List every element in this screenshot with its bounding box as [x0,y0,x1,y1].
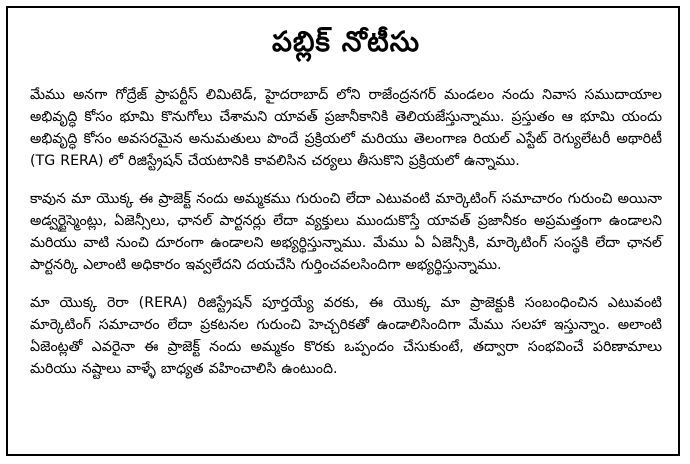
notice-title: పబ్లిక్ నోటీసు [271,25,421,58]
notice-paragraph-warning: కావున మా యొక్క ఈ ప్రాజెక్ట్ నందు అమ్మకము గురుంచి లేదా ఎటువంటి మార్కెటింగ్ సమాచారం గురుంచి అయినా అడ్వర్టైస్మెంట్లు, ఏజెన్సీలు, ఛానల్ పార్టనర్లు లేదా వ్యక్తులు ముందుకొస్తే యావత్ ప్రజానీకం అప్రమత్తంగా ఉండాలని మరియు వాటి నుంచి దూరంగా ఉండాలని అభ్యర్థిస్తున్నాము. మేము ఏ ఏజెన్సీకి, మార్కెటింగ్ సంస్థకి లేదా ఛానల్ పార్టనర్కి ఎలాంటి అధికారం ఇవ్వలేదని దయచేసి గుర్తించవలసిందిగా అభ్యర్థిస్తున్నాము. [30,191,662,273]
notice-paragraph-intro: మేము అనగా గోద్రేజ్ ప్రాపర్టీస్ లిమిటెడ్, హైదరాబాద్ లోని రాజేంద్రనగర్ మండలం నందు నివాస సముదాయాల అభివృద్ధి కోసం భూమి కొనుగోలు చేశామని యావత్ ప్రజానీకానికి తెలియజేస్తున్నాము. ప్రస్తుతం ఆ భూమి యందు అభివృద్ధి కోసం అవసరమైన అనుమతులు పొందే ప్రక్రియలో మరియు తెలంగాణ రియల్ ఎస్టేట్ రెగ్యులేటరీ అథారిటీ (TG RERA) లో రిజిస్ట్రేషన్ చేయటానికి కావలిసిన చర్యలు తీసుకొని ప్రక్రియలో ఉన్నాము. [30,87,662,169]
notice-paragraph-advisory: మా యొక్క రెరా (RERA) రిజిస్ట్రేషన్ పూర్తయ్యే వరకు, ఈ యొక్క మా ప్రాజెక్టుకి సంబంధించిన ఎటువంటి మార్కెటింగ్ సమాచారం లేదా ప్రకటనల గురుంచి హెచ్చరికతో ఉండాలిసిందిగా మేము సలహా ఇస్తున్నాం. అలాంటి ఏజెంట్లతో ఎవరైనా ఈ ప్రాజెక్ట్ నందు అమ్మకం కొరకు ఒప్పందం చేసుకుంటే, తద్వారా సంభవించే పరిణామాలు మరియు నష్టాలు వాళ్ళే బాధ్యత వహించాలిసి ఉంటుంది. [30,295,662,377]
public-notice-box [6,6,680,456]
